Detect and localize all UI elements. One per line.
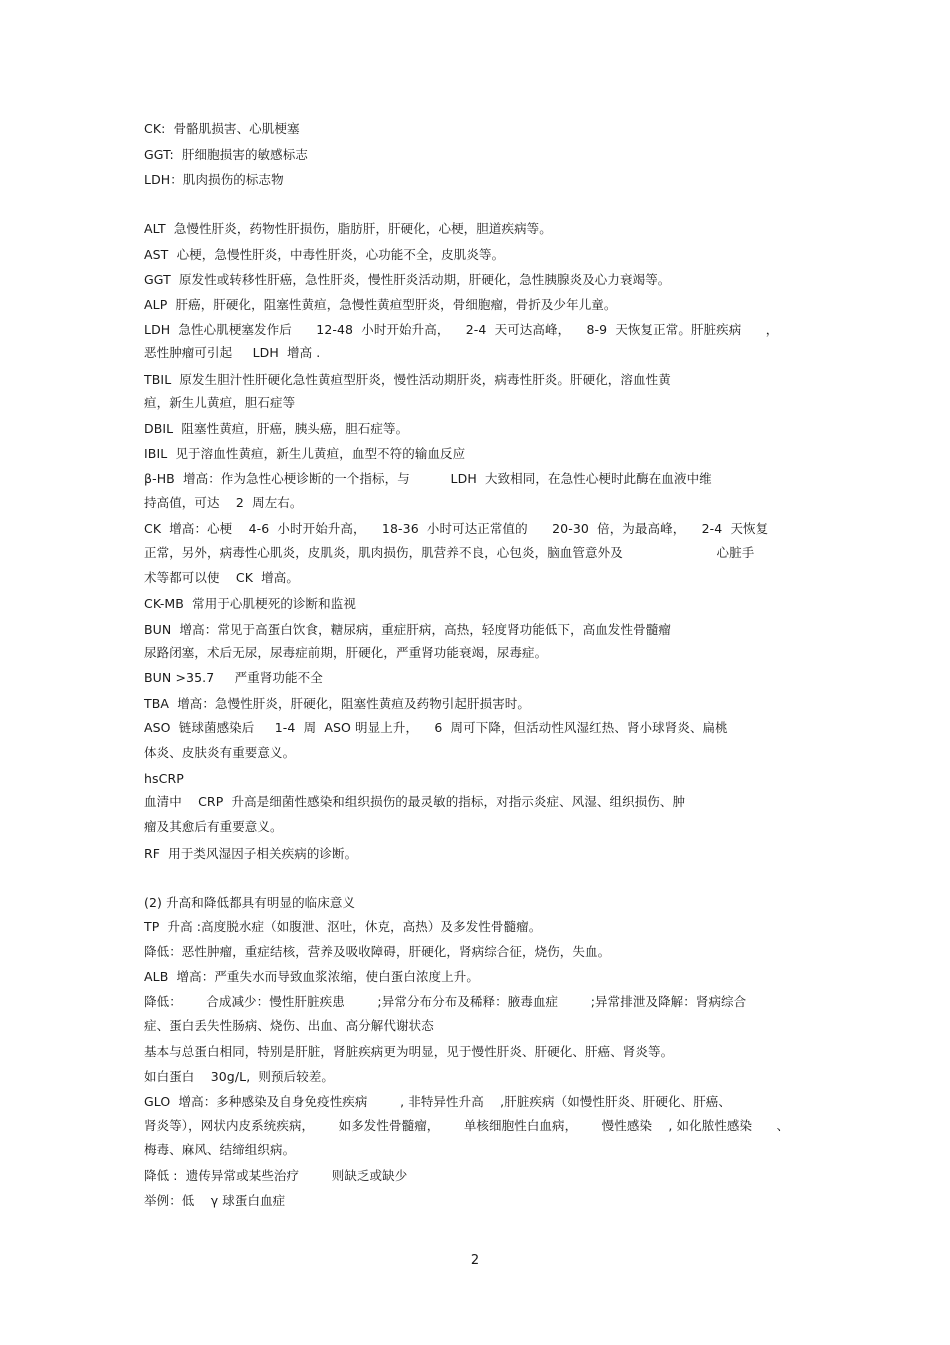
text-line: LDH：肌肉损伤的标志物: [144, 172, 284, 187]
text-line: 基本与总蛋白相同，特别是肝脏，肾脏疾病更为明显，见于慢性肝炎、肝硬化、肝癌、肾炎等。: [144, 1044, 674, 1059]
text-line: 疸，新生儿黄疸，胆石症等: [144, 395, 296, 410]
text-line: 肾炎等），网状内皮系统疾病， 如多发性骨髓瘤， 单核细胞性白血病， 慢性感染 , 如化脓性感染 、: [144, 1118, 790, 1133]
text-line: 术等都可以使 CK 增高。: [144, 570, 299, 585]
text-line: CK 增高：心梗 4-6 小时开始升高， 18-36 小时可达正常值的 20-30 倍，为最高峰， 2-4 天恢复: [144, 521, 769, 536]
text-line: ASO 链球菌感染后 1-4 周 ASO 明显上升， 6 周可下降，但活动性风湿红热、肾小球肾炎、扁桃: [144, 720, 728, 735]
text-line: TBIL 原发生胆汁性肝硬化急性黄疸型肝炎，慢性活动期肝炎，病毒性肝炎。肝硬化，溶血性黄: [144, 372, 671, 387]
text-line: GGT 原发性或转移性肝癌，急性肝炎，慢性肝炎活动期，肝硬化，急性胰腺炎及心力衰竭等。: [144, 272, 671, 287]
text-line: 持高值，可达 2 周左右。: [144, 495, 303, 510]
text-line: β-HB 增高：作为急性心梗诊断的一个指标，与 LDH 大致相同，在急性心梗时此酶在血液中维: [144, 471, 712, 486]
text-line: 如白蛋白 30g/L, 则预后较差。: [144, 1069, 335, 1084]
text-line: BUN 增高：常见于高蛋白饮食，糖尿病，重症肝病，高热，轻度肾功能低下，高血发性骨髓瘤: [144, 622, 671, 637]
text-line: hsCRP: [144, 771, 184, 786]
text-line: 降低：恶性肿瘤，重症结核，营养及吸收障碍，肝硬化，肾病综合征，烧伤，失血。: [144, 944, 611, 959]
text-line: 正常，另外，病毒性心肌炎，皮肌炎，肌肉损伤，肌营养不良，心包炎，脑血管意外及 心脏手: [144, 545, 755, 560]
text-line: TBA 增高：急慢性肝炎，肝硬化，阻塞性黄疸及药物引起肝损害时。: [144, 696, 531, 711]
text-line: 降低： 合成减少：慢性肝脏疾患 ;异常分布分布及稀释：腋毒血症 ;异常排泄及降解：肾病综合: [144, 994, 747, 1009]
text-line: RF 用于类风湿因子相关疾病的诊断。: [144, 846, 358, 861]
text-line: 体炎、皮肤炎有重要意义。: [144, 745, 296, 760]
text-line: GLO 增高：多种感染及自身免疫性疾病 , 非特异性升高 ,肝脏疾病（如慢性肝炎、肝硬化、肝癌、: [144, 1094, 731, 1109]
text-line: TP 升高 :高度脱水症（如腹泄、沤吐，休克，高热）及多发性骨髓瘤。: [144, 919, 542, 934]
text-line: BUN >35.7 严重肾功能不全: [144, 670, 323, 685]
text-line: 血清中 CRP 升高是细菌性感染和组织损伤的最灵敏的指标，对指示炎症、风湿、组织损伤、肿: [144, 794, 686, 809]
text-line: 尿路闭塞，术后无尿，尿毒症前期，肝硬化，严重肾功能衰竭，尿毒症。: [144, 645, 548, 660]
text-line: DBIL 阻塞性黄疸，肝癌，胰头癌，胆石症等。: [144, 421, 409, 436]
text-line: CK-MB 常用于心肌梗死的诊断和监视: [144, 596, 356, 611]
text-line: 恶性肿瘤可引起 LDH 增高 .: [144, 345, 321, 360]
text-line: 症、蛋白丢失性肠病、烧伤、出血、高分解代谢状态: [144, 1018, 434, 1033]
text-line: CK: 骨骼肌损害、心肌梗塞: [144, 121, 300, 136]
page-number: 2: [470, 1253, 480, 1268]
text-line: LDH 急性心肌梗塞发作后 12-48 小时开始升高， 2-4 天可达高峰， 8-9 天恢复正常。肝脏疾病 ，: [144, 322, 779, 337]
text-line: 梅毒、麻风、结缔组织病。: [144, 1142, 296, 1157]
text-line: ALP 肝癌，肝硬化，阻塞性黄疸，急慢性黄疸型肝炎，骨细胞瘤，骨折及少年儿童。: [144, 297, 617, 312]
text-line: IBIL 见于溶血性黄疸，新生儿黄疸，血型不符的输血反应: [144, 446, 466, 461]
text-line: ALB 增高：严重失水而导致血浆浓缩，使白蛋白浓度上升。: [144, 969, 479, 984]
text-line: 降低 : 遗传异常或某些治疗 则缺乏或缺少: [144, 1168, 408, 1183]
text-line: ALT 急慢性肝炎，药物性肝损伤，脂肪肝，肝硬化，心梗，胆道疾病等。: [144, 221, 552, 236]
section-heading: (2) 升高和降低都具有明显的临床意义: [144, 895, 356, 910]
text-line: 瘤及其愈后有重要意义。: [144, 819, 283, 834]
text-line: 举例：低 γ 球蛋白血症: [144, 1193, 286, 1208]
text-line: GGT: 肝细胞损害的敏感标志: [144, 147, 308, 162]
text-line: AST 心梗，急慢性肝炎，中毒性肝炎，心功能不全，皮肌炎等。: [144, 247, 505, 262]
